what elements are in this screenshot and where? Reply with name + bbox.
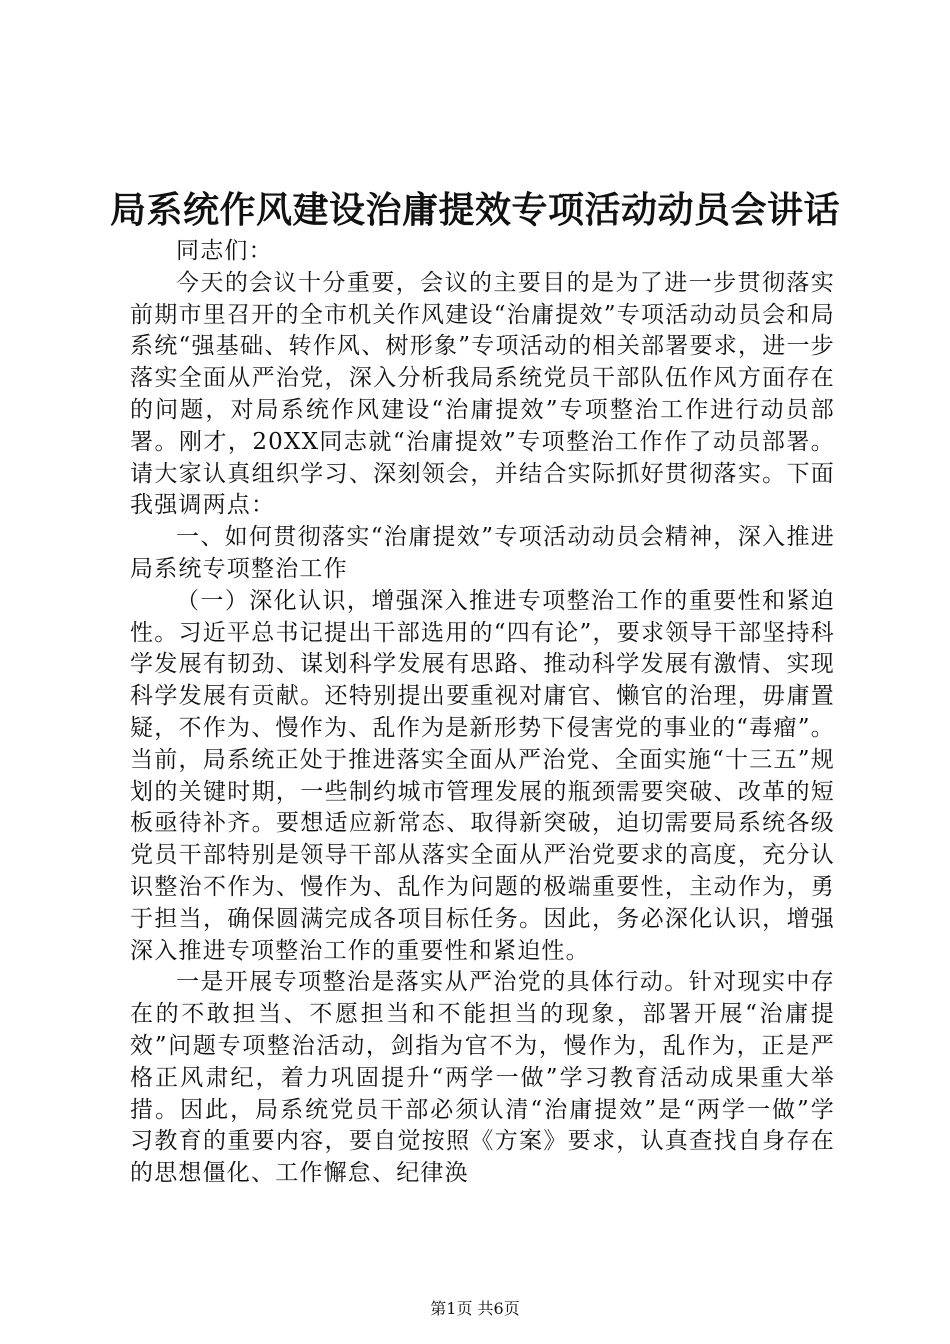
salutation-paragraph: 同志们： xyxy=(176,238,273,264)
intro-paragraph: 今天的会议十分重要，会议的主要目的是为了进一步贯彻落实前期市里召开的全市机关作风建设“治庸提效”专项活动动员会和局系统“强基础、转作风、树形象”专项活动的相关部署要求，进一步落实全面从严治党，深入分析我局系统党员干部队伍作风方面存在的问题，对局系统作风建设“治庸提效”专项整治工作进行动员部署。刚才，20XX同志就“治庸提效”专项整治工作作了动员部署。请大家认真组织学习、深刻领会，并结合实际抓好贯彻落实。下面我强调两点： xyxy=(130,269,835,519)
document-title: 局系统作风建设治庸提效专项活动动员会讲话 xyxy=(109,189,840,231)
point-paragraph-1: 一是开展专项整治是落实从严治党的具体行动。针对现实中存在的不敢担当、不愿担当和不能担当的现象，部署开展“治庸提效”问题专项整治活动，剑指为官不为，慢作为，乱作为，正是严格正风肃纪，着力巩固提升“两学一做”学习教育活动成果重大举措。因此，局系统党员干部必须认清“治庸提效”是“两学一做”学习教育的重要内容，要自觉按照《方案》要求，认真查找自身存在的思想僵化、工作懈怠、纪律涣 xyxy=(130,969,835,1187)
document-body xyxy=(130,236,835,1190)
page-footer: 第1页 共6页 xyxy=(430,1299,520,1318)
subsection-paragraph-1: （一）深化认识，增强深入推进专项整治工作的重要性和紧迫性。习近平总书记提出干部选用的“四有论”，要求领导干部坚持科学发展有韧劲、谋划科学发展有思路、推动科学发展有激情、实现科学发展有贡献。还特别提出要重视对庸官、懒官的治理，毋庸置疑，不作为、慢作为、乱作为是新形势下侵害党的事业的“毒瘤”。当前，局系统正处于推进落实全面从严治党、全面实施“十三五”规划的关键时期，一些制约城市管理发展的瓶颈需要突破、改革的短板亟待补齐。要想适应新常态、取得新突破，迫切需要局系统各级党员干部特别是领导干部从落实全面从严治党要求的高度，充分认识整治不作为、慢作为、乱作为问题的极端重要性，主动作为，勇于担当，确保圆满完成各项目标任务。因此，务必深化认识，增强深入推进专项整治工作的重要性和紧迫性。 xyxy=(130,587,835,964)
section-heading-1: 一、如何贯彻落实“治庸提效”专项活动动员会精神，深入推进局系统专项整治工作 xyxy=(130,524,835,582)
